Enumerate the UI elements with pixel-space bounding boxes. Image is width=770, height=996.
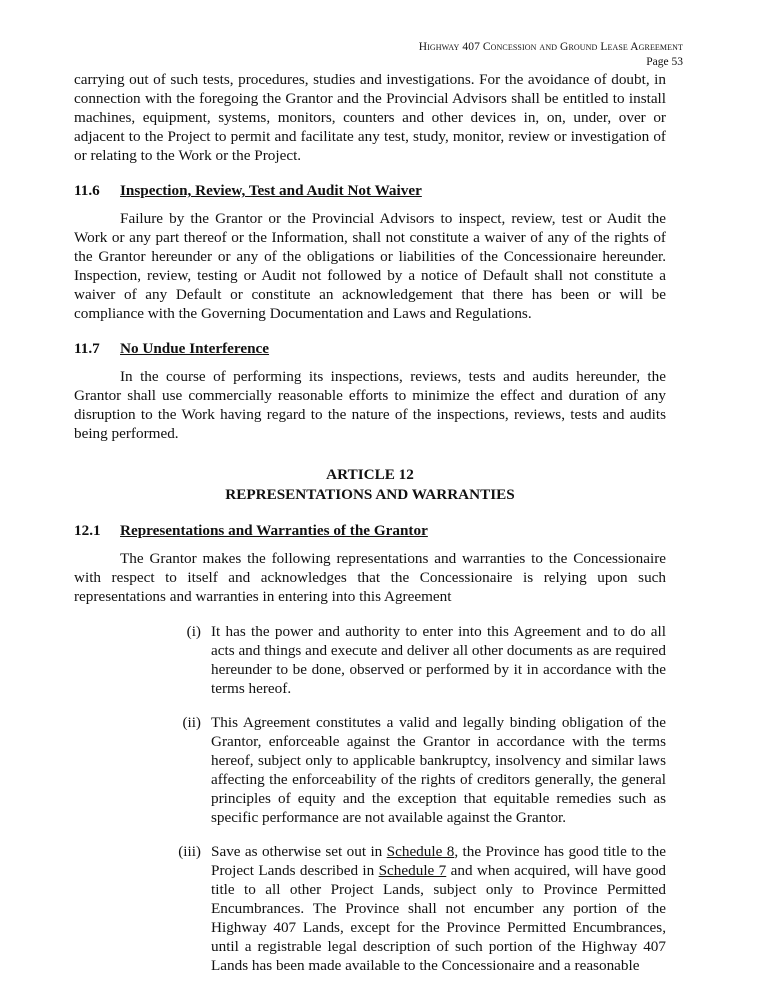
list-item	[74, 713, 666, 827]
article-number: ARTICLE 12	[326, 466, 414, 483]
representations-list	[74, 622, 666, 975]
list-marker: (i)	[186, 623, 201, 640]
text-segment: and when acquired, will have good title to all other Project Lands, subject only to Province Permitted Encumbrances. The Province shall not encumber any portion of the Highway 407 Lands, except for the Province Permitted Encumbrances, until a registrable legal description of such portion of the Highway 407 Lands has been made available to the Concessionaire and a reasonable	[211, 862, 667, 974]
text-segment: , the Province has good title to the Project Lands described in	[211, 843, 666, 879]
article-title: REPRESENTATIONS AND WARRANTIES	[225, 486, 515, 503]
list-marker: (ii)	[182, 714, 201, 731]
header-title: Highway 407 Concession and Ground Lease Agreement	[418, 41, 683, 53]
section-number: 12.1	[74, 522, 101, 539]
page-number: Page 53	[646, 56, 683, 68]
list-item	[74, 842, 666, 975]
section-11-6-text: Failure by the Grantor or the Provincial Advisors to inspect, review, test or Audit the Work or any part thereof or the Information, shall not constitute a waiver of any of the rights of the Grantor hereunder or any of the obligations or liabilities of the Concessionaire hereunder. Inspection, review, testing or Audit not followed by a notice of Default shall not constitute a waiver of any Default or constitute an acknowledgement that there has been or will be compliance with the Governing Documentation and Laws and Regulations.	[74, 210, 666, 322]
schedule-7-reference: Schedule 7	[378, 862, 447, 879]
section-number: 11.6	[74, 182, 100, 199]
text-segment: Save as otherwise set out in	[211, 843, 387, 860]
section-title: Representations and Warranties of the Grantor	[120, 522, 428, 539]
list-item-text: This Agreement constitutes a valid and legally binding obligation of the Grantor, enforceable against the Grantor in accordance with the terms hereof, subject only to applicable bankruptcy, insolvency and similar laws affecting the enforceability of the rights of creditors generally, the general principles of equity and the exception that equitable remedies such as specific performance are not available against the Grantor.	[211, 714, 666, 826]
schedule-8-reference: Schedule 8	[386, 843, 455, 860]
section-title: Inspection, Review, Test and Audit Not Waiver	[120, 182, 422, 199]
list-item-text	[211, 842, 666, 975]
section-11-6-heading	[74, 181, 666, 200]
list-item	[74, 622, 666, 698]
page-header	[419, 40, 683, 70]
section-title: No Undue Interference	[120, 340, 270, 357]
section-11-7-text: In the course of performing its inspections, reviews, tests and audits hereunder, the Grantor shall use commercially reasonable efforts to minimize the effect and duration of any disruption to the Work having regard to the nature of the inspections, reviews, tests and audits being performed.	[74, 368, 666, 442]
intro-paragraph: carrying out of such tests, procedures, studies and investigations. For the avoidance of doubt, in connection with the foregoing the Grantor and the Provincial Advisors shall be entitled to install machines, equipment, systems, monitors, counters and other devices in, on, under, over or adjacent to the Project to permit and facilitate any test, study, monitor, review or investigation of or relating to the Work or the Project.	[74, 71, 666, 164]
document-body	[74, 70, 666, 990]
article-heading	[74, 465, 666, 505]
section-number: 11.7	[74, 340, 100, 357]
section-12-1-heading	[74, 521, 666, 540]
section-12-1-text: The Grantor makes the following representations and warranties to the Concessionaire with respect to itself and acknowledges that the Concessionaire is relying upon such representations and warranties in entering into this Agreement	[74, 550, 666, 605]
section-11-7-heading	[74, 339, 666, 358]
list-item-text: It has the power and authority to enter into this Agreement and to do all acts and things and execute and deliver all other documents as are required hereunder to be done, observed or performed by it in accordance with the terms hereof.	[211, 623, 666, 697]
list-marker: (iii)	[178, 843, 201, 860]
